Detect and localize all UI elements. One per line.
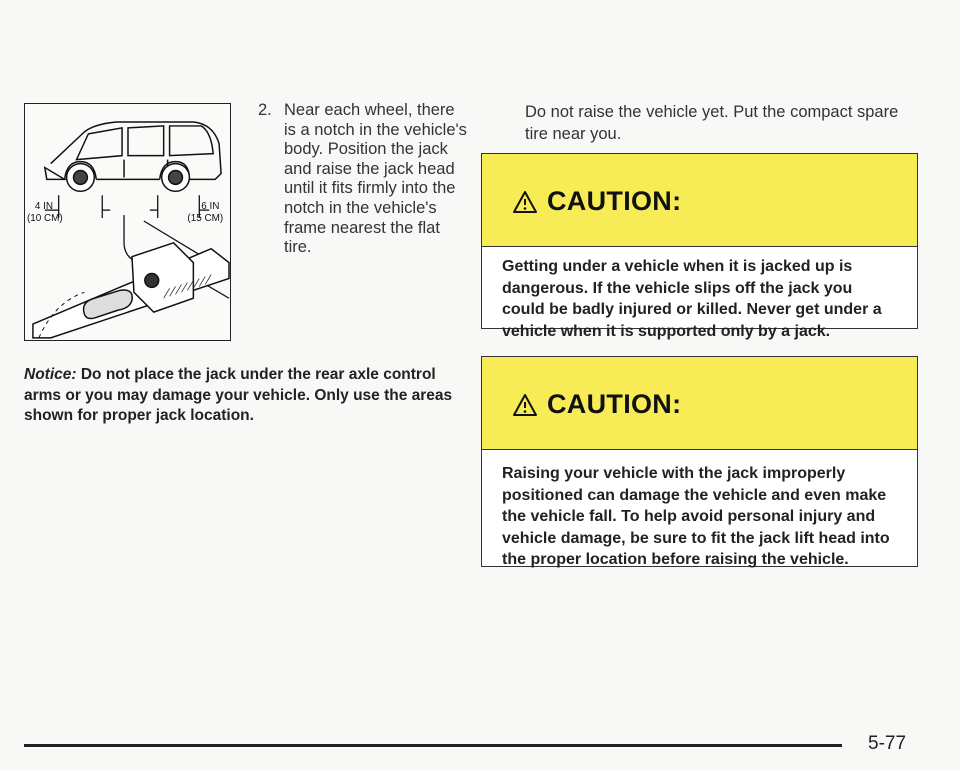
notice-label: Notice: — [24, 366, 77, 383]
jack-location-illustration — [24, 103, 231, 341]
caution-header — [482, 154, 917, 247]
van-jack-drawing — [25, 104, 230, 340]
step-number: 2. — [258, 101, 272, 119]
caution-title: CAUTION: — [547, 389, 682, 419]
figure-label-left: 4 IN — [34, 201, 54, 213]
notice-text: Do not place the jack under the rear axle control arms or you may damage your vehicle. Only use the areas shown for proper jack location. — [24, 366, 453, 424]
figure-label-right: 6 IN — [201, 201, 220, 213]
warning-triangle-icon — [512, 190, 538, 214]
caution-text: Raising your vehicle with the jack improperly positioned can damage the vehicle and even make the vehicle fall. To help avoid personal injury and vehicle damage, be sure to fit the jack lift head into the proper location before raising the vehicle. — [502, 465, 890, 568]
step-text: Near each wheel, there is a notch in the vehicle's body. Position the jack and raise the jack head until it fits firmly into the notch in the vehicle's frame nearest the flat tire. — [284, 101, 467, 257]
caution-title: CAUTION: — [547, 186, 682, 216]
caution-header — [482, 357, 917, 450]
notice-paragraph — [24, 365, 454, 427]
page-number: 5-77 — [868, 733, 907, 754]
intro-paragraph: Do not raise the vehicle yet. Put the compact spare tire near you. — [525, 103, 899, 143]
caution-text: Getting under a vehicle when it is jacked up is dangerous. If the vehicle slips off the jack you could be badly injured or killed. Never get under a vehicle when it is supported only by a jack. — [502, 258, 882, 340]
footer-rule — [24, 744, 842, 747]
warning-triangle-icon — [512, 393, 538, 417]
figure-label-right-metric: (15 CM) — [187, 213, 224, 225]
figure-label-left-metric: (10 CM) — [26, 213, 63, 225]
caution-box — [481, 153, 918, 340]
caution-box — [481, 356, 918, 567]
